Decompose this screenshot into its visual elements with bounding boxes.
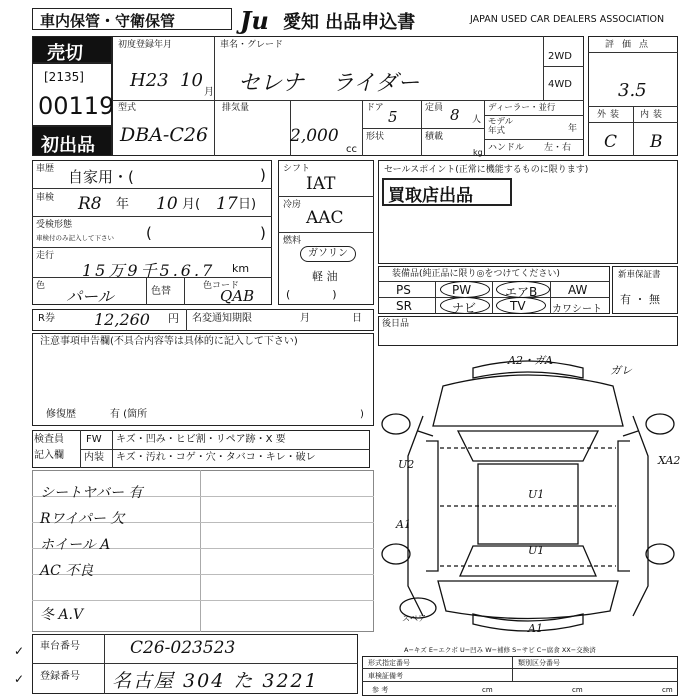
notes-label: 注意事項申告欄(不具合内容等は具体的に記入して下さい): [40, 336, 298, 347]
circle-pw: [440, 281, 490, 298]
cert-note-label: 車検証備考: [368, 672, 403, 680]
registration-month: 10: [180, 70, 203, 91]
inspection-day: 17: [216, 194, 238, 214]
history-label: 車歴: [36, 164, 55, 174]
displacement-label: 排気量: [222, 103, 250, 113]
rear-item-label: 後日品: [382, 319, 410, 329]
inspection-day-unit: 日): [238, 197, 257, 212]
mark-left-front: U2: [398, 458, 415, 471]
inspection-year-unit: 年: [116, 197, 130, 212]
car-grade-value: ライダー: [332, 71, 420, 96]
car-name-value: セレナ: [238, 71, 305, 96]
mileage-unit: km: [232, 262, 250, 275]
inspector-entry-label: 記入欄: [34, 450, 64, 461]
shift-label: シフト: [283, 164, 311, 174]
repair-label: 修復歴: [46, 409, 76, 420]
fuel-other: ( ): [286, 288, 337, 301]
equip-sr: SR: [396, 299, 412, 313]
reception-label: 受検形態: [36, 220, 73, 230]
mark-rear-bumper: A1: [528, 622, 543, 635]
repair-close: ): [360, 409, 364, 420]
damage-legend: A−キズ E−エクボ U−凹み W−補修 S−サビ C−腐食 XX−交換済: [404, 646, 596, 654]
equip-tv: TV: [510, 299, 526, 313]
equip-ps: PS: [396, 283, 411, 297]
first-listing-box: [32, 126, 112, 156]
equipment-label: 装備品(純正品に限り◎をつけてください): [392, 269, 560, 279]
recycle-label: R券: [38, 313, 55, 324]
mark-rear: U1: [528, 544, 545, 557]
storage-badge-text: 車内保管・守衛保管: [40, 12, 176, 30]
history-value: 自家用・(: [68, 168, 134, 186]
reception-open: (: [146, 224, 152, 242]
circle-navi: [440, 297, 490, 314]
exterior-label: 外装: [597, 110, 624, 120]
dealer-label: ディーラー・並行: [488, 103, 556, 113]
equip-pw: PW: [452, 283, 472, 297]
model-value: DBA-C26: [120, 124, 209, 146]
form-category-label: 類別区分番号: [518, 659, 560, 667]
lot-code: [2135]: [44, 70, 84, 84]
ac-value: AAC: [306, 208, 344, 228]
drive-4wd: 4WD: [548, 79, 572, 90]
reception-close: ): [260, 224, 266, 242]
evaluation-label: 評価点: [605, 40, 657, 50]
form-number-label: 形式指定番号: [368, 659, 410, 667]
history-close: ): [260, 166, 266, 184]
repair-value: 有 (箇所: [110, 409, 148, 420]
circle-tv: [496, 297, 546, 314]
first-listing: 初出品: [41, 135, 95, 156]
recycle-unit: 円: [168, 312, 179, 325]
load-unit: kg: [473, 148, 483, 157]
exterior-grade: C: [604, 132, 618, 152]
inspector-label: 検査員: [34, 434, 64, 445]
sales-point-frame: [378, 160, 678, 264]
sold-label-box: [32, 36, 112, 63]
warranty-label: 新車保証書: [618, 270, 661, 280]
mileage-label: 走行: [36, 251, 55, 261]
fuel-label: 燃料: [283, 236, 302, 246]
spare-label: スペア: [402, 614, 426, 623]
inspector-fw: FW: [86, 434, 102, 445]
inspection-year: R8: [78, 194, 102, 214]
equip-aw: AW: [568, 283, 588, 297]
sales-point-value: 買取店出品: [388, 186, 473, 206]
warranty-value: 有 ・ 無: [620, 293, 660, 306]
registration-month-unit: 月: [204, 87, 214, 98]
model-year-unit: 年: [568, 124, 578, 134]
mark-roof: U1: [528, 488, 545, 501]
drive-2wd: 2WD: [548, 51, 572, 62]
car-damage-diagram: [378, 346, 681, 651]
registration-label: 初度登録年月: [118, 40, 173, 50]
registration-year: H23: [130, 70, 169, 91]
color-code-label: 色コード: [203, 281, 240, 291]
chassis-label: 車台番号: [40, 641, 80, 652]
capacity-unit: 人: [472, 115, 482, 125]
association-name: JAPAN USED CAR DEALERS ASSOCIATION: [470, 14, 665, 25]
model-label: 型式: [118, 103, 137, 113]
check-mark-2: ✓: [14, 672, 25, 686]
inspector-interior-items: キズ・汚れ・コゲ・穴・タバコ・キレ・破レ: [116, 452, 316, 463]
equip-airbag: エアB: [505, 285, 538, 299]
fuel-gasoline: [300, 246, 356, 262]
equip-navi: ナビ: [452, 301, 477, 315]
check-mark-1: ✓: [14, 644, 25, 658]
capacity-label: 定員: [425, 103, 444, 113]
title-change-day: 日: [352, 313, 362, 324]
inspector-note-3: ホイール A: [40, 537, 111, 553]
rear-item-frame: [378, 316, 678, 346]
color-code: QAB: [220, 287, 255, 305]
lot-number: 00119: [38, 92, 115, 120]
cm-unit-3: cm: [662, 686, 673, 694]
sold-label: 売切: [47, 43, 83, 64]
cm-unit-1: cm: [482, 686, 493, 694]
inspector-note-1: シートヤバー 有: [40, 485, 143, 501]
doors-value: 5: [388, 108, 398, 126]
shape-label: 形状: [366, 132, 385, 142]
fuel-diesel: 軽 油: [312, 270, 338, 283]
ju-logo: Ju: [240, 6, 269, 35]
inspection-label: 車検: [36, 193, 55, 203]
color-value: パール: [66, 287, 114, 306]
ac-label: 冷房: [283, 200, 302, 210]
mark-left-rear: A1: [396, 518, 411, 531]
inspector-note-5: 冬 A.V: [40, 607, 84, 623]
title-change-month: 月: [300, 313, 310, 324]
inspector-note-4: AC 不良: [40, 563, 94, 579]
shift-value: IAT: [306, 174, 336, 194]
interior-label: 内装: [640, 110, 667, 120]
displacement-value: 2,000: [290, 126, 339, 146]
handle-label: ハンドル: [488, 143, 525, 153]
mark-right-front: XA2: [658, 454, 681, 467]
inspector-note-2: Rワイパー 欠: [40, 511, 125, 527]
color-label: 色: [36, 281, 46, 291]
fuel-gasoline-text: ガソリン: [308, 248, 348, 259]
inspector-interior: 内装: [84, 452, 104, 463]
sales-point-label: セールスポイント(正常に機能するものに限ります): [384, 165, 589, 175]
interior-grade: B: [650, 132, 663, 152]
mileage-value: 15万9千5.6.7: [82, 261, 216, 280]
inspection-month: 10: [156, 194, 178, 214]
evaluation-score: 3.5: [618, 80, 647, 101]
handle-options: 左・右: [544, 143, 572, 153]
capacity-value: 8: [450, 106, 460, 124]
form-title: 愛知 出品申込書: [283, 12, 416, 33]
inspection-month-unit: 月(: [182, 197, 201, 212]
title-change-label: 名変通知期限: [192, 313, 252, 324]
color-change-label: 色替: [151, 286, 171, 297]
load-label: 積載: [425, 132, 444, 142]
ref-label: 参 考: [372, 686, 389, 694]
chassis-value: C26-023523: [130, 638, 236, 658]
circle-airbag: [496, 281, 550, 298]
plate-label: 登録番号: [40, 671, 80, 682]
inspector-fw-items: キズ・凹み・ヒビ割・リペア跡・X 要: [116, 434, 286, 445]
reception-sub: 車検付のみ記入して下さい: [36, 234, 114, 242]
cm-unit-2: cm: [572, 686, 583, 694]
doors-label: ドア: [366, 103, 384, 113]
displacement-unit: cc: [346, 144, 357, 155]
mark-front-right: ガレ: [610, 364, 632, 377]
recycle-value: 12,260: [94, 310, 150, 329]
model-year-label: モデル 年式: [488, 117, 514, 136]
equip-leather: カワシート: [552, 304, 602, 315]
plate-value: 名古屋 304 た 3221: [112, 670, 319, 692]
car-name-label: 車名・グレード: [220, 40, 284, 50]
mark-front-bumper: A2・ガA: [508, 354, 553, 367]
